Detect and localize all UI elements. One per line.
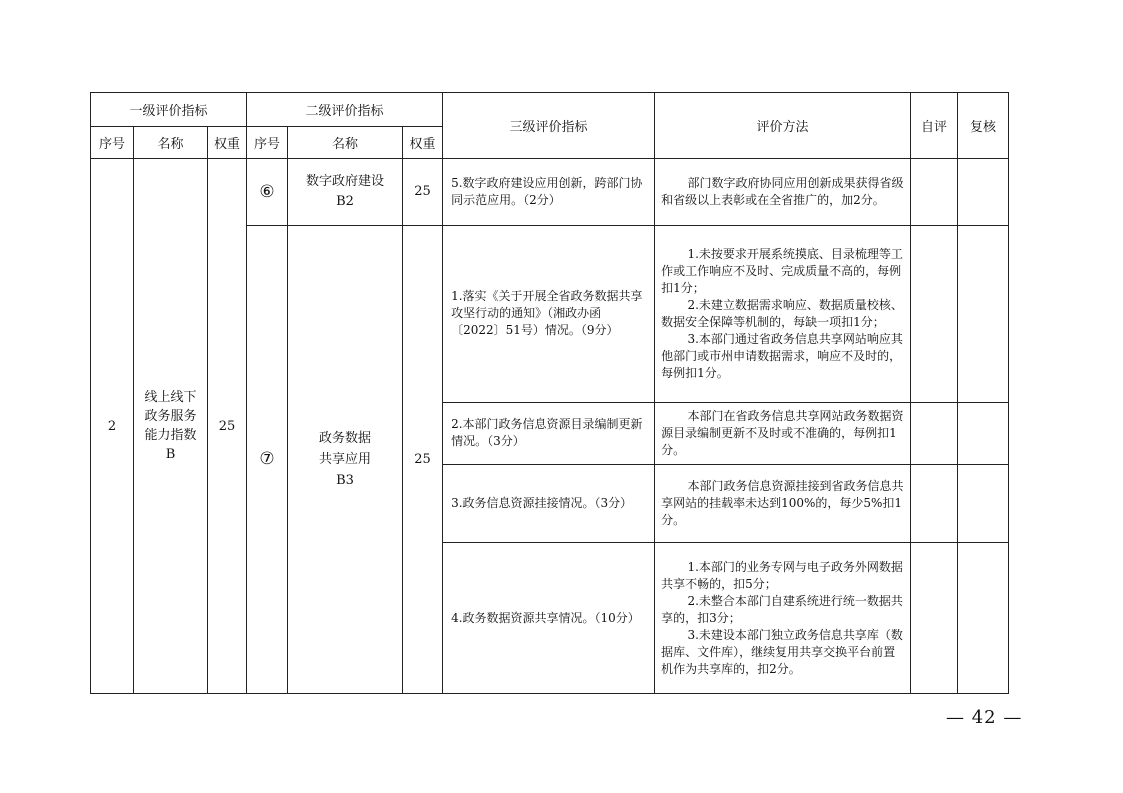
review-cell[interactable] (958, 225, 1009, 402)
header-method: 评价方法 (655, 93, 911, 159)
level2-seq: ⑥ (247, 159, 288, 225)
evaluation-method: 本部门在省政务信息共享网站政务数据资源目录编制更新不及时或不准确的，每例扣1分。 (655, 402, 911, 464)
review-cell[interactable] (958, 464, 1009, 542)
header-level2: 二级评价指标 (247, 93, 443, 127)
level2-name: 数字政府建设 B2 (288, 159, 403, 225)
header-level1: 一级评价指标 (91, 93, 247, 127)
level3-indicator: 2.本部门政务信息资源目录编制更新情况。（3分） (443, 402, 655, 464)
evaluation-method: 本部门政务信息资源挂接到省政务信息共享网站的挂载率未达到100%的，每少5%扣1分。 (655, 464, 911, 542)
header-l1-weight: 权重 (208, 127, 247, 159)
evaluation-method: 1.本部门的业务专网与电子政务外网数据共享不畅的，扣5分； 2.未整合本部门自建系统进行统一数据共享的，扣3分； 3.未建设本部门独立政务信息共享库（数据库、文件库），继续复用共享交换平台前置机作为共享库的，扣2分。 (655, 543, 911, 694)
header-l2-seq: 序号 (247, 127, 288, 159)
header-l1-seq: 序号 (91, 127, 134, 159)
table-row (91, 159, 1009, 225)
self-eval-cell[interactable] (911, 159, 958, 225)
review-cell[interactable] (958, 159, 1009, 225)
self-eval-cell[interactable] (911, 225, 958, 402)
page-number: — 42 — (946, 707, 1023, 728)
review-cell[interactable] (958, 402, 1009, 464)
self-eval-cell[interactable] (911, 543, 958, 694)
header-l2-weight: 权重 (403, 127, 443, 159)
evaluation-method: 部门数字政府协同应用创新成果获得省级和省级以上表彰或在全省推广的，加2分。 (655, 159, 911, 225)
evaluation-method: 1.未按要求开展系统摸底、目录梳理等工作或工作响应不及时、完成质量不高的，每例扣1分； 2.未建立数据需求响应、数据质量校核、数据安全保障等机制的，每缺一项扣1分； 3.本部门通过省政务信息共享网站响应其他部门或市州申请数据需求，响应不及时的，每例扣1分。 (655, 225, 911, 402)
level1-weight: 25 (208, 159, 247, 694)
header-l1-name: 名称 (134, 127, 208, 159)
header-review: 复核 (958, 93, 1009, 159)
level2-weight: 25 (403, 225, 443, 693)
evaluation-table (90, 92, 1009, 694)
self-eval-cell[interactable] (911, 464, 958, 542)
header-l2-name: 名称 (288, 127, 403, 159)
level3-indicator: 5.数字政府建设应用创新，跨部门协同示范应用。（2分） (443, 159, 655, 225)
level3-indicator: 1.落实《关于开展全省政务数据共享攻坚行动的通知》（湘政办函〔2022〕51号）情况。（9分） (443, 225, 655, 402)
review-cell[interactable] (958, 543, 1009, 694)
self-eval-cell[interactable] (911, 402, 958, 464)
level2-weight: 25 (403, 159, 443, 225)
header-row-1 (91, 93, 1009, 127)
level1-name: 线上线下 政务服务 能力指数 B (134, 159, 208, 694)
level2-name: 政务数据 共享应用 B3 (288, 225, 403, 693)
header-level3: 三级评价指标 (443, 93, 655, 159)
level2-seq: ⑦ (247, 225, 288, 693)
header-self-eval: 自评 (911, 93, 958, 159)
level3-indicator: 3.政务信息资源挂接情况。（3分） (443, 464, 655, 542)
level3-indicator: 4.政务数据资源共享情况。（10分） (443, 543, 655, 694)
level1-seq: 2 (91, 159, 134, 694)
